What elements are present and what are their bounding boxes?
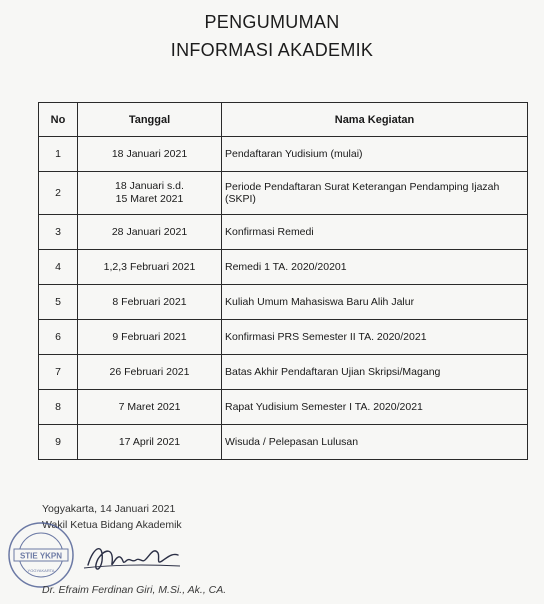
row-no: 1 <box>39 137 78 172</box>
stamp-label: STIE YKPN <box>19 551 63 561</box>
row-kegiatan: Periode Pendaftaran Surat Keterangan Pendamping Ijazah (SKPI) <box>222 172 528 215</box>
table-row <box>39 215 528 250</box>
table-row <box>39 137 528 172</box>
row-kegiatan: Rapat Yudisium Semester I TA. 2020/2021 <box>222 390 528 425</box>
table-row <box>39 285 528 320</box>
row-tanggal-line: 9 Februari 2021 <box>112 330 187 343</box>
table-header-row <box>39 103 528 137</box>
table-row <box>39 250 528 285</box>
row-tanggal <box>78 355 222 390</box>
row-tanggal <box>78 320 222 355</box>
row-kegiatan: Remedi 1 TA. 2020/20201 <box>222 250 528 285</box>
row-no: 4 <box>39 250 78 285</box>
row-kegiatan: Batas Akhir Pendaftaran Ujian Skripsi/Magang <box>222 355 528 390</box>
institution-stamp <box>6 520 76 590</box>
row-no: 6 <box>39 320 78 355</box>
table-row <box>39 425 528 460</box>
row-tanggal-line: 7 Maret 2021 <box>118 400 181 413</box>
row-tanggal-line: 17 April 2021 <box>118 435 181 448</box>
row-tanggal-line: 1,2,3 Februari 2021 <box>103 260 196 273</box>
row-kegiatan: Konfirmasi Remedi <box>222 215 528 250</box>
table-row <box>39 320 528 355</box>
footer-place-date: Yogyakarta, 14 Januari 2021 <box>42 503 176 515</box>
row-tanggal <box>78 215 222 250</box>
row-tanggal-line: 8 Februari 2021 <box>112 295 187 308</box>
announcement-title: PENGUMUMAN <box>204 12 340 32</box>
stamp-city: YOGYAKARTA <box>27 568 55 573</box>
row-kegiatan: Kuliah Umum Mahasiswa Baru Alih Jalur <box>222 285 528 320</box>
row-no: 8 <box>39 390 78 425</box>
row-kegiatan: Wisuda / Pelepasan Lulusan <box>222 425 528 460</box>
row-no: 2 <box>39 172 78 215</box>
row-no: 7 <box>39 355 78 390</box>
schedule-table <box>38 102 528 460</box>
row-kegiatan: Pendaftaran Yudisium (mulai) <box>222 137 528 172</box>
row-tanggal-line: 28 Januari 2021 <box>111 225 188 238</box>
row-tanggal <box>78 172 222 215</box>
footer-signatory-name: Dr. Efraim Ferdinan Giri, M.Si., Ak., CA. <box>42 584 227 596</box>
row-tanggal-line: 18 Januari s.d. <box>115 180 184 192</box>
table-row <box>39 355 528 390</box>
footer-role: Wakil Ketua Bidang Akademik <box>42 519 182 531</box>
row-kegiatan: Konfirmasi PRS Semester II TA. 2020/2021 <box>222 320 528 355</box>
announcement-subtitle: INFORMASI AKADEMIK <box>170 40 374 60</box>
row-tanggal-line: 18 Januari 2021 <box>111 147 188 160</box>
header-kegiatan: Nama Kegiatan <box>222 103 528 137</box>
table-row <box>39 172 528 215</box>
row-tanggal <box>78 390 222 425</box>
row-tanggal <box>78 425 222 460</box>
row-no: 5 <box>39 285 78 320</box>
header-no: No <box>39 103 78 137</box>
signature <box>80 535 190 580</box>
row-no: 3 <box>39 215 78 250</box>
row-tanggal <box>78 250 222 285</box>
header-tanggal: Tanggal <box>78 103 222 137</box>
row-tanggal <box>78 285 222 320</box>
row-tanggal-line: 15 Maret 2021 <box>115 193 184 205</box>
row-tanggal-line: 26 Februari 2021 <box>109 365 190 378</box>
row-no: 9 <box>39 425 78 460</box>
table-row <box>39 390 528 425</box>
row-tanggal <box>78 137 222 172</box>
